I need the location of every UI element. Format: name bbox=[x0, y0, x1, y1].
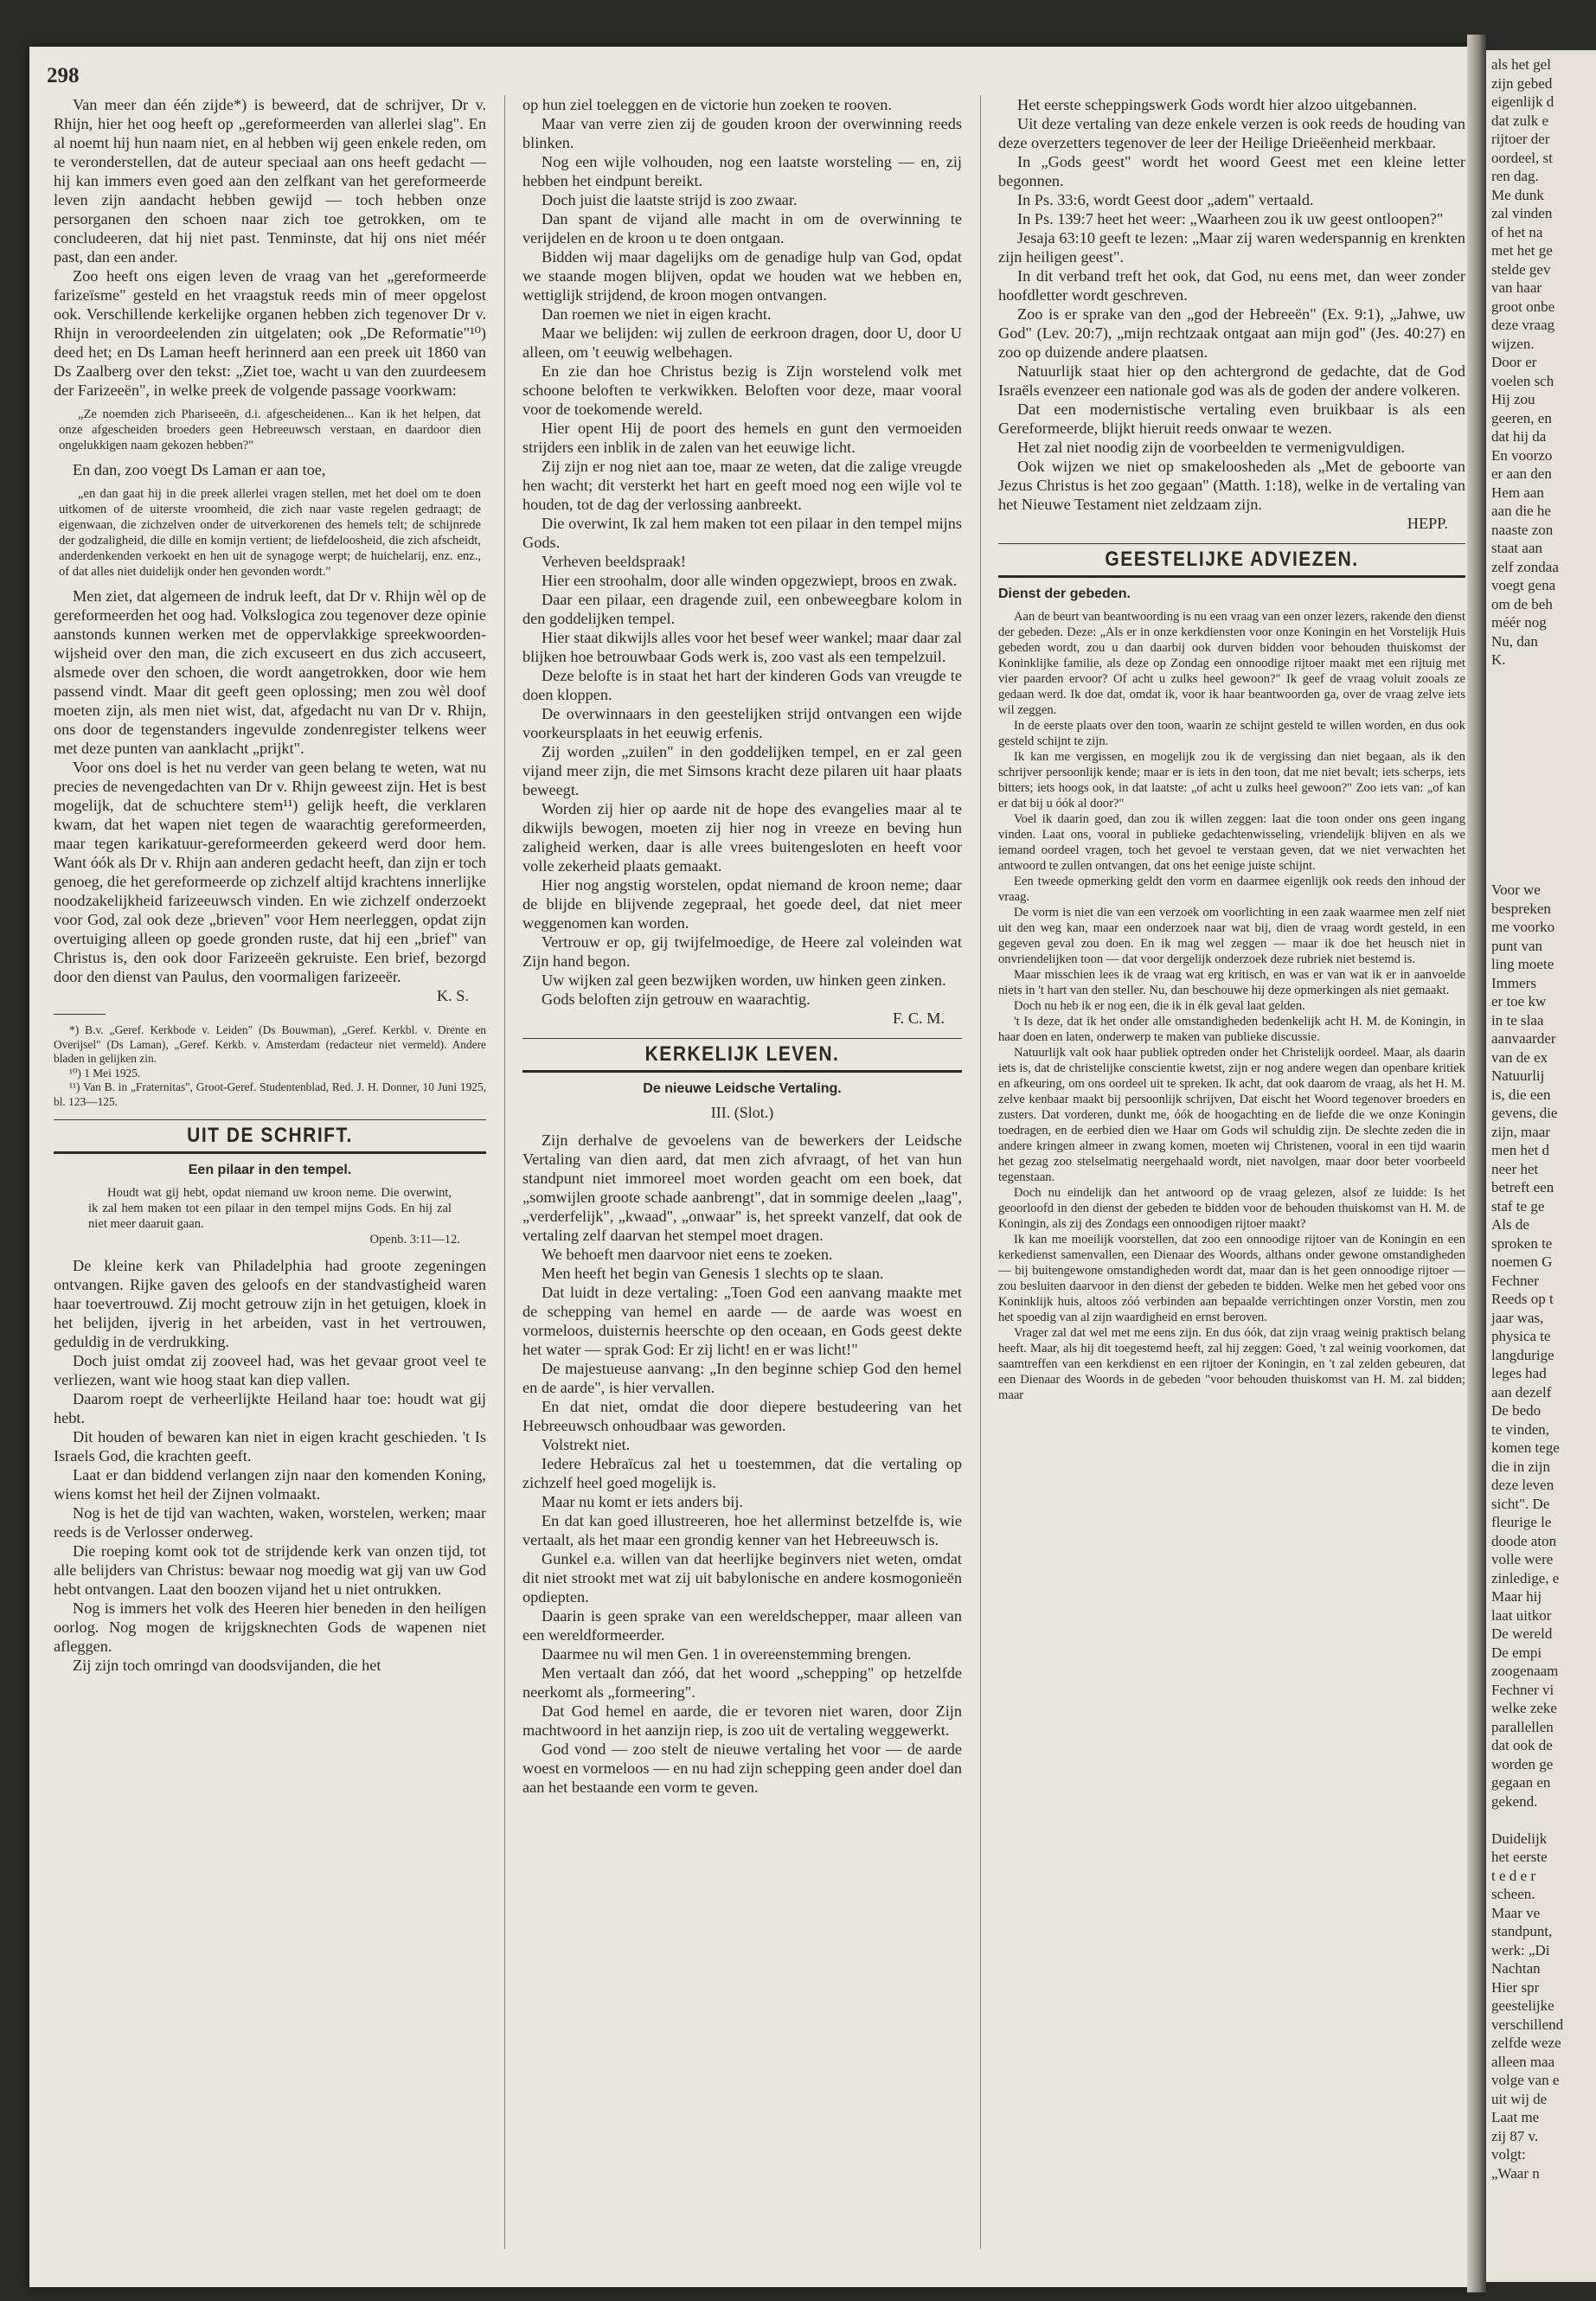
adjacent-text-line: staf te ge bbox=[1491, 1197, 1545, 1215]
paragraph: En dat niet, omdat die door diepere bestudeering van het Hebreeuwsch onhoudbaar was geworden. bbox=[522, 1398, 962, 1434]
paragraph: Doch nu heb ik er nog een, die ik in élk geval laat gelden. bbox=[1014, 999, 1305, 1013]
paragraph: En dan, zoo voegt Ds Laman er aan toe, bbox=[73, 461, 326, 478]
paragraph: Doch nu eindelijk dan het antwoord op de vraag gelezen, alsof ze luidde: Is het geoorloofd in den dienst der gebeden te bidden voor de behouden thuiskomst van H. M. de Koningin, als zij des Zondags een onnoodigen rijtoer maakt? bbox=[998, 1186, 1465, 1231]
paragraph: Men ziet, dat algemeen de indruk leeft, dat Dr v. Rhijn wèl op de gereformeerden het oog had. Volkslogica zou tegenover deze opinie aanstonds kunnen werken met de oppervlakkige spreekwoorden-wijsheid over den man, die zich excuseert en dus zich accuseert, alsmede over den schoen, die wordt aangetrokken, door wie hem passend vindt. Maar dit geeft geen oplossing; men zou wèl doof moeten zijn, als men niet wist, dat, afgedacht nu van Dr v. Rhijn, ons door de tegenstanders ingevulde zondenregister telkens weer met deze punten van aanklacht „prijkt". bbox=[54, 587, 486, 757]
paragraph: 't Is deze, dat ik het onder alle omstandigheden bedenkelijk acht H. M. de Koningin, in haar doen en laten, onderwerp te maken van publieke discussie. bbox=[998, 1015, 1465, 1044]
adjacent-text-line: laat uitkor bbox=[1491, 1606, 1552, 1624]
column-2 bbox=[522, 95, 962, 1797]
paragraph: Zij worden „zuilen" in den goddelijken tempel, en er zal geen vijand meer zijn, die met Simsons kracht deze pilaren uit haar plaats beweegt. bbox=[522, 743, 962, 798]
paragraph: Natuurlijk valt ook haar publiek optreden onder het Christelijk oordeel. Maar, als daarin iets is, dat de christelijke conscientie kwetst, zijn er nog andere wegen dan openbare kritiek en afkeuring, om ons oordeel uit te spreken. Ik acht, dat ook daarom de vraag, als het H. M. zelve kenbaar maakt bij persoonlijk schrijven, Dat eischt het Woord tegenover broeders en zusters. Dat vorderen, dunkt me, óók de hoogachting en de liefde die we onze Koningin toedragen, en de eerbied dien we Haar om Gods wil schuldig zijn. De slechte zeden die in andere kringen almeer in zwang komen, moeten wij Christenen, vooral in een tijd waarin het gezag zoo stelselmatig neergehaald wordt, niet navolgen, maar door beter voorbeeld tegenstaan. bbox=[998, 1046, 1465, 1184]
column-1 bbox=[54, 95, 486, 1675]
paragraph: Daarom roept de verheerlijkte Heiland haar toe: houdt wat gij hebt. bbox=[54, 1390, 486, 1426]
adjacent-text-line: fleurige le bbox=[1491, 1514, 1552, 1530]
footnote: *) B.v. „Geref. Kerkbode v. Leiden" (Ds Bouwman), „Geref. Kerkbl. v. Drente en Overijsel" (Ds Laman), „Geref. Kerkb. v. Amsterdam (redacteur niet vermeld). Andere bladen in gelijken zin. bbox=[54, 1023, 486, 1065]
adjacent-text-line: dat hij da bbox=[1491, 428, 1547, 445]
adjacent-text-line: eigenlijk d bbox=[1491, 93, 1554, 110]
adjacent-text-line: Nu, dan bbox=[1491, 632, 1538, 650]
adjacent-text-line: men het d bbox=[1491, 1142, 1550, 1158]
paragraph: Maar van verre zien zij de gouden kroon der overwinning reeds blinken. bbox=[522, 115, 962, 151]
paragraph: God vond — zoo stelt de nieuwe vertaling het voor — de aarde woest en vormeloos — en nu had zijn schepping geen ander doel dan aan het bestaande een vorm te geven. bbox=[522, 1740, 962, 1796]
adjacent-text-line: groot onbe bbox=[1491, 298, 1555, 315]
adjacent-text-line: De empi bbox=[1491, 1644, 1542, 1661]
paragraph: De majestueuse aanvang: „In den beginne schiep God den hemel en de aarde", is hier vervallen. bbox=[522, 1360, 962, 1396]
adjacent-text-line: En voorzo bbox=[1491, 446, 1553, 464]
adjacent-text-line: welke zeke bbox=[1491, 1700, 1557, 1716]
paragraph: De kleine kerk van Philadelphia had groote zegeningen ontvangen. Rijke gaven des geloofs en der standvastigheid waren haar toevertrouwd. Zij mocht getrouw zijn in het getuigen, kloek in het belijden, ijverig in het arbeiden, vast in het vertrouwen, geduldig in de verdrukking. bbox=[54, 1257, 486, 1350]
adjacent-column-bottom bbox=[1491, 881, 1588, 2182]
adjacent-text-line: verschillend bbox=[1491, 2016, 1564, 2033]
adjacent-text-line: het eerste bbox=[1491, 1849, 1548, 1865]
adjacent-text-line: méér nog bbox=[1491, 614, 1547, 631]
adjacent-text-line: naaste zon bbox=[1491, 521, 1554, 538]
adjacent-text-line: in te slaa bbox=[1491, 1011, 1544, 1029]
adjacent-text-line: geestelijke bbox=[1491, 1997, 1554, 2014]
paragraph: Voel ik daarin goed, dan zou ik willen zeggen: laat die toon onder ons geen ingang vinden. Laat ons, vooral in publieke gedachtenwisseling, vriendelijk blijven en als we iemand oordeel vragen, toch het gevoel te verstaan geven, dat we niet verwachten het antwoord te zullen ontvangen, dat ons het eenige juiste schijnt. bbox=[998, 812, 1465, 873]
paragraph: Het eerste scheppingswerk Gods wordt hier alzoo uitgebannen. bbox=[1017, 96, 1417, 113]
column-rule bbox=[980, 95, 981, 2249]
article-title: Dienst der gebeden. bbox=[998, 586, 1131, 601]
adjacent-text-line: scheen. bbox=[1491, 1886, 1535, 1902]
paragraph: In Ps. 139:7 heet het weer: „Waarheen zou ik uw geest ontloopen?" bbox=[1017, 210, 1444, 228]
paragraph: Dat luidt in deze vertaling: „Toen God een aanvang maakte met de schepping van hemel en aarde — de aarde was woest en vormeloos, duisternis heerschte op den oceaan, en Gods geest dekte het water — sprak God: Er zij licht! en er was licht!" bbox=[522, 1284, 962, 1358]
adjacent-text-line: betreft een bbox=[1491, 1179, 1554, 1195]
paragraph: Hier nog angstig worstelen, opdat niemand de kroon neme; daar de blijde en blijvende zegepraal, het goede deel, dat niet meer weggenomen kan worden. bbox=[522, 876, 962, 932]
page-number: 298 bbox=[47, 64, 80, 87]
footnote: ¹⁰) 1 Mei 1925. bbox=[69, 1066, 141, 1080]
adjacent-text-line: K. bbox=[1491, 651, 1506, 668]
adjacent-text-line: oordeel, st bbox=[1491, 149, 1553, 166]
paragraph: Daarmee nu wil men Gen. 1 in overeenstemming brengen. bbox=[542, 1645, 912, 1663]
adjacent-text-line: Hier spr bbox=[1491, 1978, 1540, 1996]
footnote-rule bbox=[54, 1014, 106, 1015]
adjacent-text-line: zijn gebed bbox=[1491, 74, 1553, 92]
adjacent-text-line: uit wij de bbox=[1491, 2090, 1548, 2107]
adjacent-text-line: gegaan en bbox=[1491, 1774, 1551, 1791]
adjacent-text-line: alleen maa bbox=[1491, 2053, 1555, 2070]
adjacent-column-top bbox=[1491, 55, 1588, 670]
adjacent-text-line: er aan den bbox=[1491, 465, 1552, 482]
paragraph: Hier opent Hij de poort des hemels en gunt den vermoeiden strijders een inblik in de zalen van het eeuwige licht. bbox=[522, 420, 962, 456]
adjacent-text-line: noemen G bbox=[1491, 1253, 1553, 1270]
paragraph: Nog een wijle volhouden, nog een laatste worsteling — en, zij hebben het eindpunt bereikt. bbox=[522, 153, 962, 189]
paragraph: Maar misschien lees ik de vraag wat erg kritisch, en was er van wat ik er in aanvoelde niets in 't hart van den steller. Nu, dan beschouwe hij deze opmerkingen als niet gemaakt. bbox=[998, 968, 1465, 997]
paragraph: Zij zijn er nog niet aan toe, maar ze weten, dat die zalige vreugde hen wacht; dit versterkt het hart en geeft moed nog een wijle vol te houden, tot de dag der verlossing aanbreekt. bbox=[522, 458, 962, 513]
adjacent-text-line: langdurige bbox=[1491, 1346, 1554, 1363]
adjacent-text-line: dat zulk e bbox=[1491, 112, 1549, 129]
paragraph: En dat kan goed illustreeren, hoe het allerminst betzelfde is, wie vertaalt, als het maar een grondig kenner van het Hebreeuwsch is. bbox=[522, 1512, 962, 1548]
paragraph: Nog is het de tijd van wachten, waken, worstelen, werken; maar reeds is de Verlosser onderweg. bbox=[54, 1504, 486, 1541]
paragraph: Uit deze vertaling van deze enkele verzen is ook reeds de houding van deze overzetters tegenover de leer der Heilige Drieëenheid merkbaar. bbox=[998, 115, 1465, 151]
article-part: III. (Slot.) bbox=[710, 1104, 774, 1121]
adjacent-text-line: physica te bbox=[1491, 1328, 1551, 1344]
adjacent-text-line: Als de bbox=[1491, 1216, 1529, 1233]
adjacent-text-line: Fechner bbox=[1491, 1272, 1539, 1289]
adjacent-text-line: voelen sch bbox=[1491, 372, 1554, 389]
adjacent-text-line: De bedo bbox=[1491, 1402, 1542, 1419]
adjacent-text-line: Immers bbox=[1491, 974, 1536, 991]
adjacent-text-line: worden ge bbox=[1491, 1755, 1554, 1772]
adjacent-text-line: sicht". De bbox=[1491, 1495, 1550, 1512]
paragraph: Bidden wij maar dagelijks om de genadige hulp van God, opdat we staande mogen blijven, opdat we houden wat we hebben en, wettiglijk strijdend, de kroon mogen ontvangen. bbox=[522, 248, 962, 304]
paragraph: We behoeft men daarvoor niet eens te zoeken. bbox=[542, 1246, 833, 1263]
paragraph: Nog is immers het volk des Heeren hier beneden in den heiligen oorlog. Nog mogen de krijgsknechten Gods de wapenen niet afleggen. bbox=[54, 1599, 486, 1655]
paragraph: En zie dan hoe Christus bezig is Zijn worstelend volk met schoone beloften te verkwikken. Beloften voor deze, maar vooral voor de toekomende wereld. bbox=[522, 362, 962, 418]
adjacent-text-line: gekend. bbox=[1491, 1792, 1538, 1810]
paragraph: Hier een stroohalm, door alle winden opgezwiept, broos en zwak. bbox=[542, 572, 958, 589]
adjacent-text-line: wijzen. bbox=[1491, 335, 1535, 352]
paragraph: Die roeping komt ook tot de strijdende kerk van onzen tijd, tot alle belijders van Christus: bewaar nog moedig wat gij van uw God hebt ontvangen. Laat den boozen vijand het u niet ontrukken. bbox=[54, 1542, 486, 1598]
paragraph: In dit verband treft het ook, dat God, nu eens met, dan weer zonder hoofdletter wordt geschreven. bbox=[998, 267, 1465, 304]
paragraph: Dit houden of bewaren kan niet in eigen kracht geschieden. 't Is Israels God, die krachten geeft. bbox=[54, 1428, 486, 1465]
signature: HEPP. bbox=[1407, 515, 1448, 532]
paragraph: Daar een pilaar, een dragende zuil, een onbeweegbare kolom in den goddelijken tempel. bbox=[522, 591, 962, 627]
adjacent-text-line: Fechner vi bbox=[1491, 1681, 1554, 1698]
section-rule bbox=[998, 575, 1465, 578]
adjacent-page-strip bbox=[1486, 50, 1596, 2282]
section-rule bbox=[522, 1070, 962, 1073]
paragraph: Ik kan me vergissen, en mogelijk zou ik de vergissing dan niet begaan, als ik den schrijver persoonlijk kende; maar er is iets in den toon, dat me niet bevalt; iets scherps, iets bitters; iets hoogs ook, in dat laatste: „of acht u zulks heel gewoon?" Zoo iets van: „of kan er dat bij u óók al door?" bbox=[998, 750, 1465, 811]
paragraph: Een tweede opmerking geldt den vorm en daarmee eigenlijk ook reeds den inhoud der vraag. bbox=[998, 875, 1465, 904]
adjacent-text-line: standpunt, bbox=[1491, 1923, 1553, 1939]
paragraph: Dat God hemel en aarde, die er tevoren niet waren, door Zijn machtwoord in het aanzijn riep, is zoo uit de vertaling weggewerkt. bbox=[522, 1702, 962, 1739]
paragraph: Die overwint, Ik zal hem maken tot een pilaar in den tempel mijns Gods. bbox=[522, 515, 962, 551]
section-heading: KERKELIJK LEVEN. bbox=[644, 1042, 840, 1066]
paragraph: Gods beloften zijn getrouw en waarachtig. bbox=[542, 990, 811, 1008]
paragraph: Dan spant de vijand alle macht in om de overwinning te verijdelen en de kroon u te doen ontgaan. bbox=[522, 210, 962, 247]
paragraph: Daarin is geen sprake van een wereldschepper, maar alleen van een wereldformeerder. bbox=[522, 1607, 962, 1644]
adjacent-text-line: geeren, en bbox=[1491, 409, 1552, 426]
adjacent-text-line: ren dag. bbox=[1491, 168, 1539, 184]
paragraph: Deze belofte is in staat het hart der kinderen Gods van vreugde te doen kloppen. bbox=[522, 667, 962, 703]
adjacent-text-line: me voorko bbox=[1491, 919, 1555, 935]
paragraph: Zijn derhalve de gevoelens van de bewerkers der Leidsche Vertaling van dien aard, dat men zich afvraagt, of het van hun standpunt niet immoreel moet worden geacht om een boek, dat „somwijlen groote schade aanbrengt", dat in sommige deelen „laag", „verderfelijk", „kwaad", „onwaar" is, het spreekt vanzelf, dat ook de vertaling zelf daarvan het stempel moet dragen. bbox=[522, 1131, 962, 1244]
paragraph: Vrager zal dat wel met me eens zijn. En dus óók, dat zijn vraag weinig praktisch belang heeft. Maar, als hij dit toegestemd heeft, zal hij zeggen: Goed, 't zal weinig voorkomen, dat saamtreffen van een kerkdienst en een rijtoer der Koningin, en 't zal zelden gebeuren, dat een Dienaar des Woords in de gebeden "voor behouden thuiskomst van H. M. zal bidden; maar bbox=[998, 1326, 1465, 1402]
adjacent-text-line: deze leven bbox=[1491, 1477, 1554, 1493]
adjacent-text-line: die in zijn bbox=[1491, 1458, 1550, 1475]
adjacent-text-line: De wereld bbox=[1491, 1625, 1553, 1642]
adjacent-text-line: te vinden, bbox=[1491, 1420, 1550, 1438]
adjacent-text-line: Voor we bbox=[1491, 881, 1541, 898]
adjacent-text-line: dat ook de bbox=[1491, 1737, 1553, 1753]
adjacent-text-line: sproken te bbox=[1491, 1234, 1553, 1252]
paragraph: Men heeft het begin van Genesis 1 slechts op te slaan. bbox=[542, 1265, 884, 1282]
adjacent-text-line: Hem aan bbox=[1491, 484, 1544, 501]
paragraph: Laat er dan biddend verlangen zijn naar den komenden Koning, wiens komst het heil der Zijnen volmaakt. bbox=[54, 1466, 486, 1503]
adjacent-text-line: Door er bbox=[1491, 354, 1537, 370]
adjacent-text-line: doode aton bbox=[1491, 1532, 1557, 1549]
adjacent-text-line: aan die he bbox=[1491, 503, 1551, 519]
paragraph: Doch juist die laatste strijd is zoo zwaar. bbox=[542, 191, 798, 208]
paragraph: Ook wijzen we niet op smakeloosheden als „Met de geboorte van Jezus Christus is het zoo gegaan" (Matth. 1:18), welke in de vertaling van het Nieuwe Testament niet zeldzaam zijn. bbox=[998, 458, 1465, 513]
adjacent-text-line: werk: „Di bbox=[1491, 1941, 1550, 1958]
paragraph: Hier staat dikwijls alles voor het besef weer wankel; maar daar zal blijken hoe betrouwbaar Gods werk is, zoo vast als een tempelzuil. bbox=[522, 629, 962, 665]
paragraph: De vorm is niet die van een verzoek om voorlichting in een zaak waarmee men zelf niet uit den weg kan, maar een onderzoek naar wat bij, dien de vraag wordt gesteld, in een gegeven geval zou doen. En ik mag wel zeggen — maar ik doe het heusch niet in onvriendelijken toon — dat voor dergelijk onderzoek deze rubriek niet bestemd is. bbox=[998, 906, 1465, 966]
adjacent-text-line: Me dunk bbox=[1491, 186, 1544, 203]
paragraph: Maar we belijden: wij zullen de eerkroon dragen, door U, door U alleen, om 't eeuwig welbehagen. bbox=[522, 324, 962, 361]
motto: Houdt wat gij hebt, opdat niemand uw kroon neme. Die overwint, ik zal hem maken tot een pilaar in den tempel mijns Gods. En hij zal niet meer daaruit gaan. bbox=[88, 1186, 452, 1231]
adjacent-text-line bbox=[1491, 1811, 1588, 1830]
adjacent-text-line: jaar was, bbox=[1491, 1309, 1544, 1326]
page-fold-shadow bbox=[1467, 35, 1486, 2292]
paragraph: Van meer dan één zijde*) is beweerd, dat de schrijver, Dr v. Rhijn, hier het oog heeft op „gereformeerden van allerlei slag". En al noemt hij hun naam niet, en al hebben wij geen enkele reden, om te veronderstellen, dat de auteur speciaal aan ons heeft gedacht — hij kan immers even goed aan den zelfkant van het gereformeerde leven zijn aandacht hebben gewijd — toch hebben onze persorganen den schoen naar zich toe getrokken, om te concludeeren, dat hij niet past. Tenminste, dat hij ons niet méér past, dan een ander. bbox=[54, 96, 486, 266]
section-rule bbox=[998, 543, 1465, 544]
paragraph: Dat een modernistische vertaling even bruikbaar is als een Gereformeerde, blijkt hieruit reeds onwaar te wezen. bbox=[998, 401, 1465, 437]
footnote: ¹¹) Van B. in „Fraternitas", Groot-Geref. Studentenblad, Red. J. H. Donner, 10 Juni 1925, bl. 123—125. bbox=[54, 1080, 486, 1108]
paragraph: Zoo is er sprake van den „god der Hebreeën" (Ex. 9:1), „Jahwe, uw God" (Lev. 20:7), „mijn rechtzaak ontgaat aan mijn god" (Jes. 40:27) en zoo op duizende andere plaatsen. bbox=[998, 305, 1465, 361]
adjacent-text-line: Duidelijk bbox=[1491, 1830, 1548, 1847]
paragraph: Volstrekt niet. bbox=[542, 1436, 631, 1453]
adjacent-text-line: voegt gena bbox=[1491, 577, 1556, 593]
paragraph: Natuurlijk staat hier op den achtergrond de gedachte, dat de God Israëls evenzeer een nationale god was als de goden der andere volkeren. bbox=[998, 362, 1465, 399]
paragraph: Dan roemen we niet in eigen kracht. bbox=[542, 305, 772, 323]
paragraph: op hun ziel toeleggen en de victorie hun zoeken te rooven. bbox=[522, 96, 892, 113]
adjacent-text-line: neer het bbox=[1491, 1160, 1539, 1177]
adjacent-text-line: Hij zou bbox=[1491, 391, 1535, 407]
paragraph: In „Gods geest" wordt het woord Geest met een kleine letter begonnen. bbox=[998, 153, 1465, 189]
paragraph: Gunkel e.a. willen van dat heerlijke beginvers niet weten, omdat dit niet strookt met wat zij uit babylonische en andere kosmogonieën opdiepten. bbox=[522, 1550, 962, 1606]
adjacent-text-line: zijn, maar bbox=[1491, 1123, 1550, 1140]
paragraph: Men vertaalt dan zóó, dat het woord „schepping" op hetzelfde neerkomt als „formeering". bbox=[522, 1664, 962, 1701]
adjacent-text-line: volle were bbox=[1491, 1551, 1554, 1567]
adjacent-text-line: Maar hij bbox=[1491, 1588, 1542, 1605]
adjacent-text-line: zij 87 v. bbox=[1491, 2127, 1539, 2144]
paragraph: Maar nu komt er iets anders bij. bbox=[542, 1493, 744, 1510]
adjacent-text-line: is, die een bbox=[1491, 1086, 1551, 1103]
paragraph: In de eerste plaats over den toon, waarin ze schijnt gesteld te willen worden, en dus ook gesteld schijnt te zijn. bbox=[998, 719, 1465, 748]
adjacent-text-line: met het ge bbox=[1491, 242, 1553, 259]
adjacent-text-line: om de beh bbox=[1491, 595, 1553, 612]
adjacent-text-line: zinledige, e bbox=[1491, 1569, 1560, 1586]
paragraph: Vertrouw er op, gij twijfelmoedige, de Heere zal voleinden wat Zijn hand begon. bbox=[522, 933, 962, 970]
newspaper-page bbox=[29, 47, 1481, 2287]
adjacent-text-line: Nachtan bbox=[1491, 1960, 1541, 1977]
adjacent-text-line: deze vraag bbox=[1491, 317, 1555, 333]
adjacent-text-line: zelf zondaa bbox=[1491, 558, 1559, 575]
paragraph: Verheven beeldspraak! bbox=[542, 553, 686, 570]
adjacent-text-line: zoogenaam bbox=[1491, 1663, 1559, 1679]
paragraph: Zoo heeft ons eigen leven de vraag van het „gereformeerde farizeïsme" gesteld en het vraagstuk reeds min of meer opgelost ook. Verschillende kerkelijke organen hebben zich tegenover Dr v. Rhijn in veroordeelenden zin uitgelaten; ook „De Reformatie"¹⁰) deed het; en Ds Laman heeft herinnerd aan een preek uit 1860 van Ds Zaalberg over den tekst: „Ziet toe, wacht u van den zuurdeesem der Farizeeën", in welke preek de volgende passage voorkwam: bbox=[54, 267, 486, 399]
section-rule bbox=[54, 1119, 486, 1120]
adjacent-text-line: of het na bbox=[1491, 223, 1543, 240]
adjacent-text-line: leges had bbox=[1491, 1365, 1547, 1381]
adjacent-text-line: komen tege bbox=[1491, 1439, 1560, 1456]
paragraph: In Ps. 33:6, wordt Geest door „adem" vertaald. bbox=[1017, 191, 1314, 208]
motto-reference: Openb. 3:11—12. bbox=[369, 1233, 460, 1247]
adjacent-text-line: Natuurlij bbox=[1491, 1067, 1545, 1084]
paragraph: Worden zij hier op aarde nit de hope des evangelies maar al te dikwijls bewogen, moeten zij hier nog in vreeze en beving hun zaligheid werken, daar is alle vrees buitengesloten en heeft voor volle zekerheid plaats gemaakt. bbox=[522, 800, 962, 875]
adjacent-text-line: gevens, die bbox=[1491, 1105, 1558, 1121]
adjacent-text-line: aanvaarder bbox=[1491, 1030, 1556, 1047]
adjacent-text-line: stelde gev bbox=[1491, 260, 1551, 278]
adjacent-text-line: ling moete bbox=[1491, 956, 1554, 972]
adjacent-text-line: bespreken bbox=[1491, 900, 1551, 917]
adjacent-text-line: als het gel bbox=[1491, 56, 1551, 73]
adjacent-text-line: van haar bbox=[1491, 279, 1542, 296]
signature: K. S. bbox=[436, 987, 469, 1004]
paragraph: Uw wijken zal geen bezwijken worden, uw hinken geen zinken. bbox=[542, 971, 946, 989]
adjacent-text-line: aan dezelf bbox=[1491, 1383, 1552, 1400]
paragraph: Iedere Hebraïcus zal het u toestemmen, dat die vertaling op zichzelf heel goed mogelijk is. bbox=[522, 1455, 962, 1491]
adjacent-text-line: Reeds op t bbox=[1491, 1291, 1554, 1307]
section-rule bbox=[54, 1151, 486, 1154]
adjacent-text-line: rijtoer der bbox=[1491, 131, 1550, 147]
adjacent-text-line: t e d e r bbox=[1491, 1867, 1535, 1884]
section-heading: UIT DE SCHRIFT. bbox=[187, 1124, 353, 1147]
paragraph: De overwinnaars in den geestelijken strijd ontvangen een wijde voorkeursplaats in het eeuwig erfenis. bbox=[522, 705, 962, 741]
adjacent-text-line: „Waar n bbox=[1491, 2164, 1540, 2182]
adjacent-text-line: punt van bbox=[1491, 937, 1543, 954]
article-title: Een pilaar in den tempel. bbox=[188, 1163, 352, 1177]
adjacent-text-line: er toe kw bbox=[1491, 993, 1547, 1009]
adjacent-text-line: van de ex bbox=[1491, 1048, 1548, 1066]
paragraph: Het zal niet noodig zijn de voorbeelden te vermenigvuldigen. bbox=[1017, 439, 1406, 456]
paragraph: Doch juist omdat zij zooveel had, was het gevaar groot veel te verliezen, want wie hoog staat kan diep vallen. bbox=[54, 1352, 486, 1388]
quotation: „en dan gaat hij in die preek allerlei vragen stellen, met het doel om te doen uitkomen of de uiterste vroomheid, die zich naar vaste regelen gedraagt; de eigenwaan, die zichzelven onder de uitverkorenen des hemels telt; de schijnrede der godzaligheid, die dille en komijn vertient; de liefdeloosheid, die zich afscheidt, anderdenkenden verkoekt en hen uit de synagoge werpt; de huichelarij, enz. enz., of dat alles niet duidelijk onder hen gevonden wordt." bbox=[59, 487, 481, 579]
paragraph: Zij zijn toch omringd van doodsvijanden, die het bbox=[73, 1657, 381, 1674]
adjacent-text-line: parallellen bbox=[1491, 1718, 1554, 1735]
paragraph: Aan de beurt van beantwoording is nu een vraag van een onzer lezers, rakende den dienst der gebeden. Deze: „Als er in onze kerkdiensten voor onze Koningin en het Vorstelijk Huis gebeden wordt, zou u dan daarbij ook durven bidden voor behouden thuiskomst der Koninklijke familie, als deze op Zondag een onnoodige rijtoer maakt met een rijtuig met vier paarden ervoor? Of acht u zulks heel gewoon?" Ik geef de vraag voluit zooals ze gedaan werd. Ik doe dat, omdat ik, voor ik haar beantwoorden ga, over de vraag zelve iets wil zeggen. bbox=[998, 610, 1465, 717]
paragraph: Ik kan me moeilijk voorstellen, dat zoo een onnoodige rijtoer van de Koningin en een kerkedienst samenvallen, een Dienaar des Woords, althans onder gewone omstandigheden — bij buitengewone omstandigheden wordt dat, maar dan is het geen onnoodige rijtoer — zou besluiten daarvoor in den dienst der gebeden te bidden. Welke men het gebed voor ons Koninklijk huis, altoos zóó verbinden aan bepaalde verrichtingen onzer Vorstin, men zou het spoedig van al zijn waardigheid en ernst beroven. bbox=[998, 1233, 1465, 1324]
column-3 bbox=[998, 95, 1465, 1403]
adjacent-text-line: volge van e bbox=[1491, 2072, 1560, 2088]
adjacent-text-line: zelfde weze bbox=[1491, 2035, 1561, 2051]
adjacent-text-line: staat aan bbox=[1491, 540, 1542, 556]
column-rule bbox=[504, 95, 505, 2249]
adjacent-text-line: volgt: bbox=[1491, 2146, 1526, 2163]
section-rule bbox=[522, 1038, 962, 1039]
article-title: De nieuwe Leidsche Vertaling. bbox=[643, 1081, 842, 1096]
adjacent-text-line: zal vinden bbox=[1491, 205, 1553, 221]
paragraph: Voor ons doel is het nu verder van geen belang te weten, wat nu precies de nevengedachten van Dr v. Rhijn geweest zijn. Het is best mogelijk, dat de schuchtere stem¹¹) gelijk heeft, die verklaren kwam, dat het wapen niet tegen de waarachtig gereformeerden, maar tegen karikatuur-gereformeerden gekeerd werd door hem. Want óók als Dr v. Rhijn aan anderen gedacht heeft, dan zijn er toch genoeg, die het gereformeerde op zichzelf altijd krachtens innerlijke noodzakelijkheid farizeeuwsch vinden. En wie zichzelf onderzoekt voor God, zal ook deze „brieven" voor Hem neerleggen, opdat zijn overtuiging alleen op goede gronden ruste, dat hij een „brief" van Christus is, den ook door Farizeeën gekruiste. Een brief, bezorgd door den dienst van Paulus, den voormaligen farizeeër. bbox=[54, 759, 486, 985]
quotation: „Ze noemden zich Phariseeën, d.i. afgescheidenen... Kan ik het helpen, dat onze afgescheiden broeders geen Hebreeuwsch verstaan, en daardoor dien ongelukkigen naam gekozen hebben?" bbox=[59, 407, 481, 452]
section-heading: GEESTELIJKE ADVIEZEN. bbox=[1105, 548, 1359, 571]
paragraph: Jesaja 63:10 geeft te lezen: „Maar zij waren wederspannig en krenkten zijn heiligen geest". bbox=[998, 229, 1465, 266]
adjacent-text-line: Laat me bbox=[1491, 2109, 1540, 2125]
adjacent-text-line: Maar ve bbox=[1491, 1904, 1541, 1921]
signature: F. C. M. bbox=[892, 1009, 945, 1027]
